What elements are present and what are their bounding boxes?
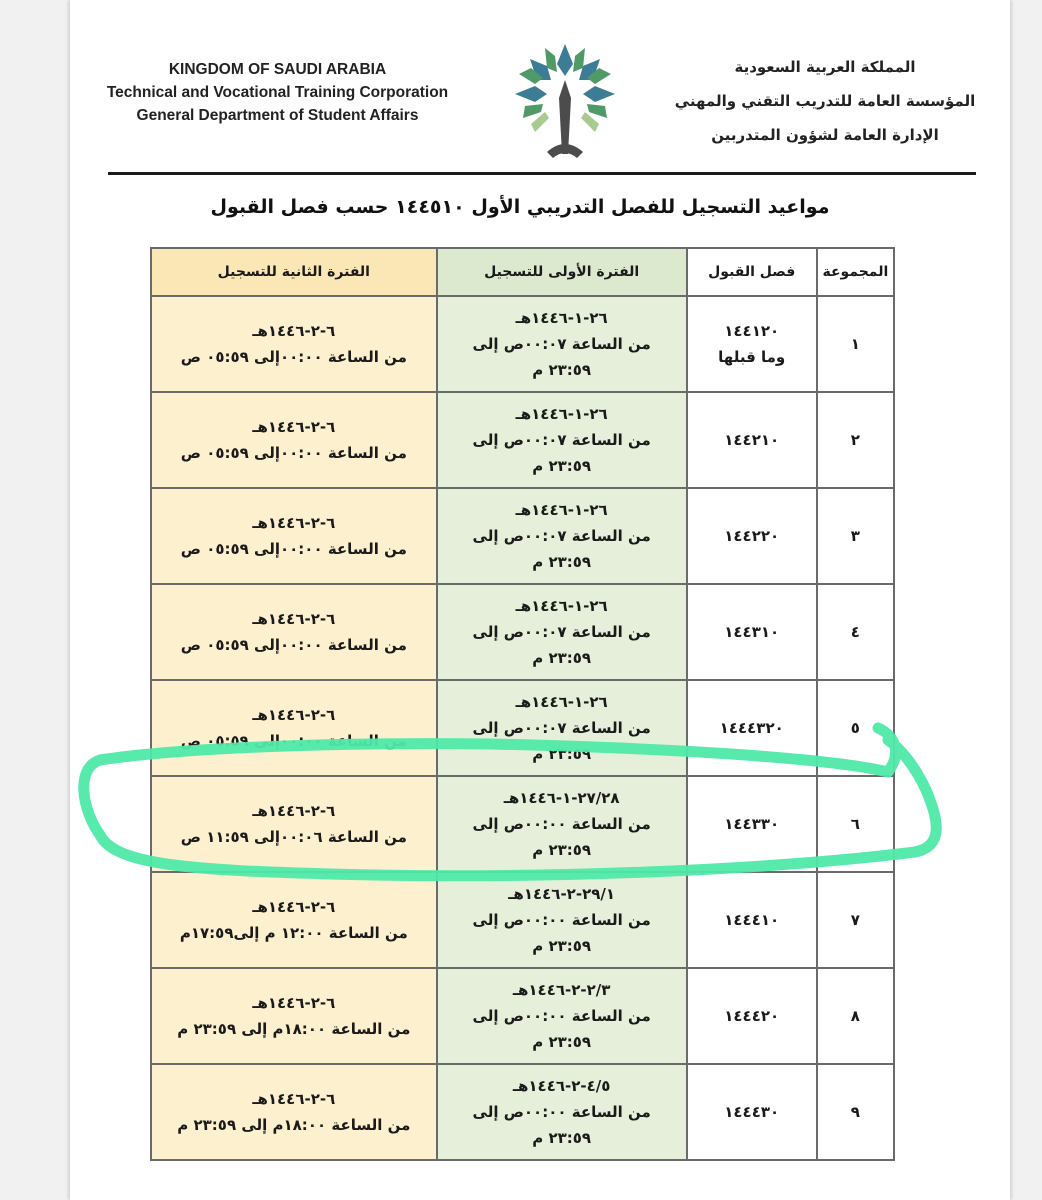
table-header-row <box>151 248 894 296</box>
second-period-cell <box>151 296 437 392</box>
second-period-cell-line: من الساعة ٠٠:٠٦إلى ١١:٥٩ ص <box>180 828 407 846</box>
table-row <box>151 296 894 392</box>
first-period-cell-line: ٤/٥-٢-١٤٤٦هـ <box>512 1077 611 1095</box>
header-en-line: General Department of Student Affairs <box>136 107 419 124</box>
first-period-cell <box>437 296 687 392</box>
header-en-line: KINGDOM OF SAUDI ARABIA <box>168 61 387 78</box>
first-period-cell-line: من الساعة ٠٠:٠٧ص إلى <box>472 719 651 737</box>
admission-semester-cell-line: ١٤٤٤٢٠ <box>724 1007 780 1025</box>
first-period-cell-line: ٢/٣-٢-١٤٤٦هـ <box>512 981 611 999</box>
first-period-cell <box>437 392 687 488</box>
header-arabic <box>660 50 990 152</box>
admission-semester-cell-line: ١٤٤١٢٠ <box>724 322 780 340</box>
group-cell: ٧ <box>817 872 894 968</box>
first-period-cell-line: ٢٣:٥٩ م <box>532 745 592 763</box>
admission-semester-cell <box>687 1064 817 1160</box>
second-period-cell-line: من الساعة ١٨:٠٠م إلى ٢٣:٥٩ م <box>177 1116 411 1134</box>
group-cell: ٩ <box>817 1064 894 1160</box>
header-divider <box>108 172 976 175</box>
first-period-cell-line: من الساعة ٠٠:٠٧ص إلى <box>472 431 651 449</box>
first-period-cell-line: من الساعة ٠٠:٠٠ص إلى <box>472 815 651 833</box>
second-period-cell <box>151 968 437 1064</box>
admission-semester-cell-line: ١٤٤٤٣٢٠ <box>719 719 784 737</box>
first-period-cell-line: من الساعة ٠٠:٠٠ص إلى <box>472 1007 651 1025</box>
second-period-cell-line: ٦-٢-١٤٤٦هـ <box>252 514 336 532</box>
document-title: مواعيد التسجيل للفصل التدريبي الأول ١٤٤٥١٠ حسب فصل القبول <box>210 196 830 218</box>
second-period-cell-line: ٦-٢-١٤٤٦هـ <box>252 994 336 1012</box>
first-period-cell-line: من الساعة ٠٠:٠٧ص إلى <box>472 623 651 641</box>
admission-semester-cell-line: وما قبلها <box>718 348 786 366</box>
group-cell: ٢ <box>817 392 894 488</box>
first-period-cell <box>437 488 687 584</box>
second-period-cell-line: من الساعة ٠٠:٠٠إلى ٠٥:٥٩ ص <box>180 636 407 654</box>
first-period-cell-line: ٢٦-١-١٤٤٦هـ <box>515 501 608 519</box>
group-cell: ٣ <box>817 488 894 584</box>
second-period-cell-line: ٦-٢-١٤٤٦هـ <box>252 322 336 340</box>
second-period-cell <box>151 1064 437 1160</box>
first-period-cell <box>437 680 687 776</box>
second-period-cell-line: من الساعة ٠٠:٠٠إلى ٠٥:٥٩ ص <box>180 732 407 750</box>
col-header-admission-semester: فصل القبول <box>687 248 817 296</box>
registration-schedule-table <box>150 247 895 1161</box>
admission-semester-cell <box>687 584 817 680</box>
table-row <box>151 584 894 680</box>
first-period-cell-line: ٢٣:٥٩ م <box>532 649 592 667</box>
first-period-cell-line: ٢٧/٢٨-١-١٤٤٦هـ <box>503 789 620 807</box>
second-period-cell <box>151 584 437 680</box>
table-row <box>151 776 894 872</box>
admission-semester-cell-line: ١٤٤٢١٠ <box>724 431 780 449</box>
admission-semester-cell-line: ١٤٤٣١٠ <box>724 623 780 641</box>
first-period-cell-line: من الساعة ٠٠:٠٠ص إلى <box>472 911 651 929</box>
group-cell: ٤ <box>817 584 894 680</box>
second-period-cell-line: ٦-٢-١٤٤٦هـ <box>252 1090 336 1108</box>
second-period-cell-line: من الساعة ٠٠:٠٠إلى ٠٥:٥٩ ص <box>180 444 407 462</box>
first-period-cell-line: ٢٦-١-١٤٤٦هـ <box>515 405 608 423</box>
first-period-cell-line: ٢٣:٥٩ م <box>532 841 592 859</box>
first-period-cell-line: ٢٣:٥٩ م <box>532 361 592 379</box>
admission-semester-cell-line: ١٤٤٤٣٠ <box>724 1103 780 1121</box>
col-header-first-period: الفترة الأولى للتسجيل <box>437 248 687 296</box>
admission-semester-cell-line: ١٤٤٢٢٠ <box>724 527 780 545</box>
second-period-cell <box>151 872 437 968</box>
second-period-cell-line: ٦-٢-١٤٤٦هـ <box>252 898 336 916</box>
admission-semester-cell <box>687 296 817 392</box>
first-period-cell-line: ٢٣:٥٩ م <box>532 1033 592 1051</box>
first-period-cell <box>437 584 687 680</box>
first-period-cell <box>437 872 687 968</box>
first-period-cell-line: ٢٦-١-١٤٤٦هـ <box>515 309 608 327</box>
first-period-cell-line: ٢٣:٥٩ م <box>532 457 592 475</box>
second-period-cell <box>151 488 437 584</box>
admission-semester-cell <box>687 968 817 1064</box>
group-cell: ٥ <box>817 680 894 776</box>
second-period-cell-line: من الساعة ٠٠:٠٠إلى ٠٥:٥٩ ص <box>180 348 407 366</box>
first-period-cell <box>437 1064 687 1160</box>
first-period-cell <box>437 776 687 872</box>
second-period-cell-line: من الساعة ٠٠:٠٠إلى ٠٥:٥٩ ص <box>180 540 407 558</box>
header-ar-line: المملكة العربية السعودية <box>734 58 916 76</box>
table-row <box>151 680 894 776</box>
table-row <box>151 392 894 488</box>
header-ar-line: المؤسسة العامة للتدريب التقني والمهني <box>674 92 976 110</box>
admission-semester-cell <box>687 776 817 872</box>
first-period-cell-line: ٢٦-١-١٤٤٦هـ <box>515 597 608 615</box>
second-period-cell <box>151 680 437 776</box>
table-row <box>151 872 894 968</box>
admission-semester-cell-line: ١٤٤٣٣٠ <box>724 815 780 833</box>
first-period-cell-line: ٢٣:٥٩ م <box>532 553 592 571</box>
table-row <box>151 968 894 1064</box>
first-period-cell-line: ٢٩/١-٢-١٤٤٦هـ <box>508 885 616 903</box>
second-period-cell-line: ٦-٢-١٤٤٦هـ <box>252 610 336 628</box>
second-period-cell-line: ٦-٢-١٤٤٦هـ <box>252 706 336 724</box>
header-ar-line: الإدارة العامة لشؤون المتدربين <box>711 126 939 144</box>
second-period-cell-line: من الساعة ١٨:٠٠م إلى ٢٣:٥٩ م <box>177 1020 411 1038</box>
tvtc-logo-icon <box>490 22 640 172</box>
second-period-cell <box>151 392 437 488</box>
second-period-cell-line: ٦-٢-١٤٤٦هـ <box>252 418 336 436</box>
first-period-cell-line: ٢٣:٥٩ م <box>532 937 592 955</box>
admission-semester-cell <box>687 392 817 488</box>
table-row <box>151 488 894 584</box>
first-period-cell-line: ٢٣:٥٩ م <box>532 1129 592 1147</box>
group-cell: ٨ <box>817 968 894 1064</box>
header-en-line: Technical and Vocational Training Corporation <box>106 84 449 101</box>
table-row <box>151 1064 894 1160</box>
first-period-cell-line: ٢٦-١-١٤٤٦هـ <box>515 693 608 711</box>
second-period-cell-line: ٦-٢-١٤٤٦هـ <box>252 802 336 820</box>
col-header-second-period: الفترة الثانية للتسجيل <box>151 248 437 296</box>
first-period-cell-line: من الساعة ٠٠:٠٠ص إلى <box>472 1103 651 1121</box>
second-period-cell <box>151 776 437 872</box>
first-period-cell <box>437 968 687 1064</box>
header-english <box>80 58 475 127</box>
group-cell: ٦ <box>817 776 894 872</box>
group-cell: ١ <box>817 296 894 392</box>
second-period-cell-line: من الساعة ١٢:٠٠ م إلى١٧:٥٩م <box>179 924 408 942</box>
admission-semester-cell-line: ١٤٤٤١٠ <box>724 911 780 929</box>
admission-semester-cell <box>687 872 817 968</box>
admission-semester-cell <box>687 488 817 584</box>
col-header-group: المجموعة <box>817 248 894 296</box>
admission-semester-cell <box>687 680 817 776</box>
first-period-cell-line: من الساعة ٠٠:٠٧ص إلى <box>472 527 651 545</box>
first-period-cell-line: من الساعة ٠٠:٠٧ص إلى <box>472 335 651 353</box>
